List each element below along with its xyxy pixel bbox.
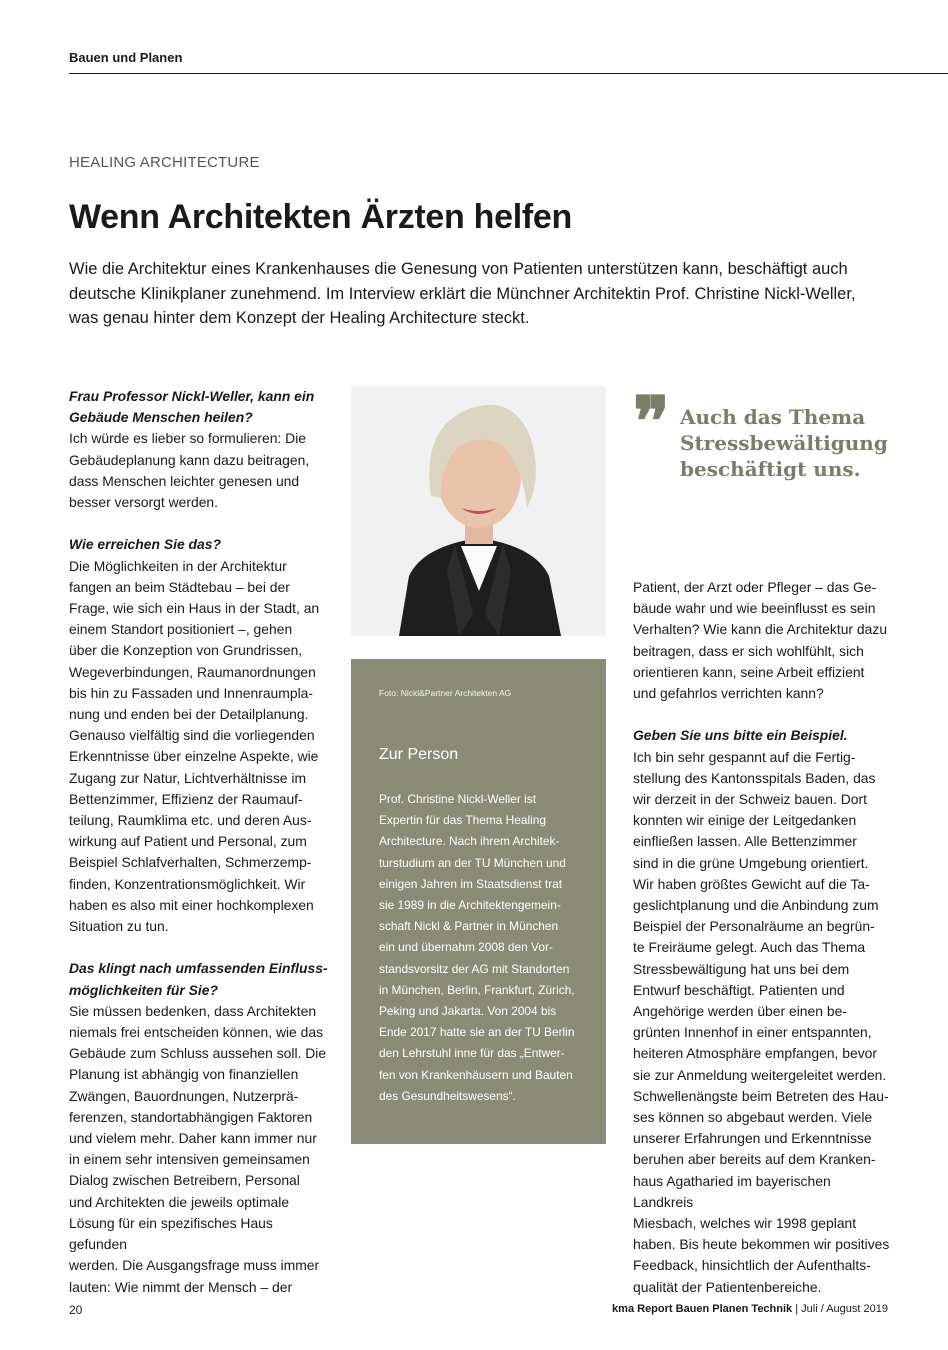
quote-mark-icon: ❞: [633, 382, 670, 462]
section-label: Bauen und Planen: [69, 50, 183, 65]
interview-question: Frau Professor Nickl-Weller, kann ein Gebäude Menschen heilen?: [69, 388, 315, 426]
page-number: 20: [69, 1303, 83, 1317]
interview-answer: Ich würde es lieber so formulieren: Die Gebäudeplanung kann dazu beitragen, dass Menschen leichter genesen und besser versorgt werden.: [69, 430, 310, 511]
footer-publication-info: [612, 1303, 888, 1315]
person-sidebar: [351, 659, 606, 1144]
footer-separator: |: [795, 1303, 799, 1315]
interview-question: Geben Sie uns bitte ein Beispiel.: [633, 727, 848, 744]
sidebar-text: Prof. Christine Nickl-Weller ist Expertin für das Thema Healing Architecture. Nach ihrem Architek- turstudium an der TU München und einigen Jahren im Staatsdienst trat sie 1989 in die Architektengemein- schaft Nickl & Partner in München ein und übernahm 2008 den Vor- standsvorsitz der AG mit Standorten in München, Berlin, Frankfurt, Zürich, Peking und Jakarta. Von 2004 bis Ende 2017 hatte sie an der TU Berlin den Lehrstuhl inne für das „Entwer- fen von Krankenhäusern und Bauten des Gesundheitswesens“.: [379, 792, 575, 1103]
article-kicker: HEALING ARCHITECTURE: [69, 154, 260, 171]
portrait-photo: [351, 386, 606, 636]
interview-answer: Die Möglichkeiten in der Architektur fangen an beim Städtebau – bei der Frage, wie sich ein Haus in der Stadt, an einem Standort positioniert –, gehen über die Konzeption von Grundrissen, Wegeverbindungen, Raumanordnungen bis hin zu Fassaden und Innenraumpla- nung und enden bei der Detailplanung. Genauso vielfältig sind die vorliegenden Erkenntnisse über einzelne Aspekte, wie Zugang zur Natur, Lichtverhältnisse im Bettenzimmer, Effizienz der Raumauf- teilung, Raumklima etc. und deren Aus- wirkung auf Patient und Personal, zum Beispiel Schlafverhalten, Schmerzemp- finden, Konzentrationsmöglichkeit. Wir haben es also mit einer hochkomplexen Situation zu tun.: [69, 557, 320, 935]
right-column: [633, 577, 893, 1298]
photo-credit: Foto: Nickl&Partner Architekten AG: [379, 688, 512, 698]
paragraph-gap: [69, 513, 329, 534]
interview-question: Wie erreichen Sie das?: [69, 536, 221, 553]
interview-question: Das klingt nach umfassenden Einfluss- möglichkeiten für Sie?: [69, 960, 328, 998]
interview-answer: Sie müssen bedenken, dass Architekten niemals frei entscheiden können, wie das Gebäude zum Schluss aussehen soll. Die Planung ist abhängig von finanziellen Zwängen, Bauordnungen, Nutzerprä- ferenzen, standortabhängigen Faktoren und vielem mehr. Daher kann immer nur in einem sehr intensiven gemeinsamen Dialog zwischen Betreibern, Personal und Architekten die jeweils optimale Lösung für ein spezifisches Haus gefunden werden. Die Ausgangsfrage muss immer lauten: Wie nimmt der Mensch – der: [69, 1002, 327, 1295]
publication-name: kma Report Bauen Planen Technik: [612, 1303, 793, 1315]
interview-answer: Patient, der Arzt oder Pfleger – das Ge- bäude wahr und wie beeinflusst es sein Verhalten? Wie kann die Architektur dazu beitragen, dass er sich wohlfühlt, sich orientieren kann, seine Arbeit effizient und gefahrlos verrichten kann?: [633, 579, 888, 702]
article-lede: Wie die Architektur eines Krankenhauses die Genesung von Patienten unterstützen kann, beschäftigt auch deutsche Klinikplaner zunehmend. Im Interview erklärt die Münchner Architektin Prof. Christine Nickl-Weller, was genau hinter dem Konzept der Healing Architecture steckt.: [69, 260, 856, 327]
left-column: [69, 386, 329, 1298]
article-title: Wenn Architekten Ärzten helfen: [69, 198, 572, 236]
paragraph-gap: [633, 704, 893, 725]
header-divider: [69, 73, 948, 74]
interview-answer: Ich bin sehr gespannt auf die Fertig- stellung des Kantonsspitals Baden, das wir derzeit in der Schweiz bauen. Dort konnten wir einige der Leitgedanken einfließen lassen. Alle Bettenzimmer sind in die grüne Umgebung orientiert. Wir haben größtes Gewicht auf die Ta- geslichtplanung und die Anbindung zum Beispiel der Personalräume an begrün- te Freiräume gelegt. Auch das Thema Stressbewältigung hat uns bei dem Entwurf beschäftigt. Patienten und Angehörige werden über einen be- grünten Innenhof in einer entspannten, heiteren Atmosphäre empfangen, bevor sie zur Anmeldung weitergeleitet werden. Schwellenängste beim Betreten des Hau- ses können so abgebaut werden. Viele unserer Erfahrungen und Erkenntnisse beruhen aber bereits auf dem Kranken- haus Agatharied im bayerischen Landkreis Miesbach, welches wir 1998 geplant haben. Bis heute bekommen wir positives Feedback, hinsichtlich der Aufenthalts- qualität der Patientenbereiche.: [633, 748, 890, 1295]
sidebar-heading: Zur Person: [379, 746, 459, 763]
issue-date: Juli / August 2019: [801, 1303, 888, 1315]
paragraph-gap: [69, 937, 329, 958]
pull-quote: Auch das Thema Stressbewältigung beschäftigt uns.: [680, 405, 888, 481]
